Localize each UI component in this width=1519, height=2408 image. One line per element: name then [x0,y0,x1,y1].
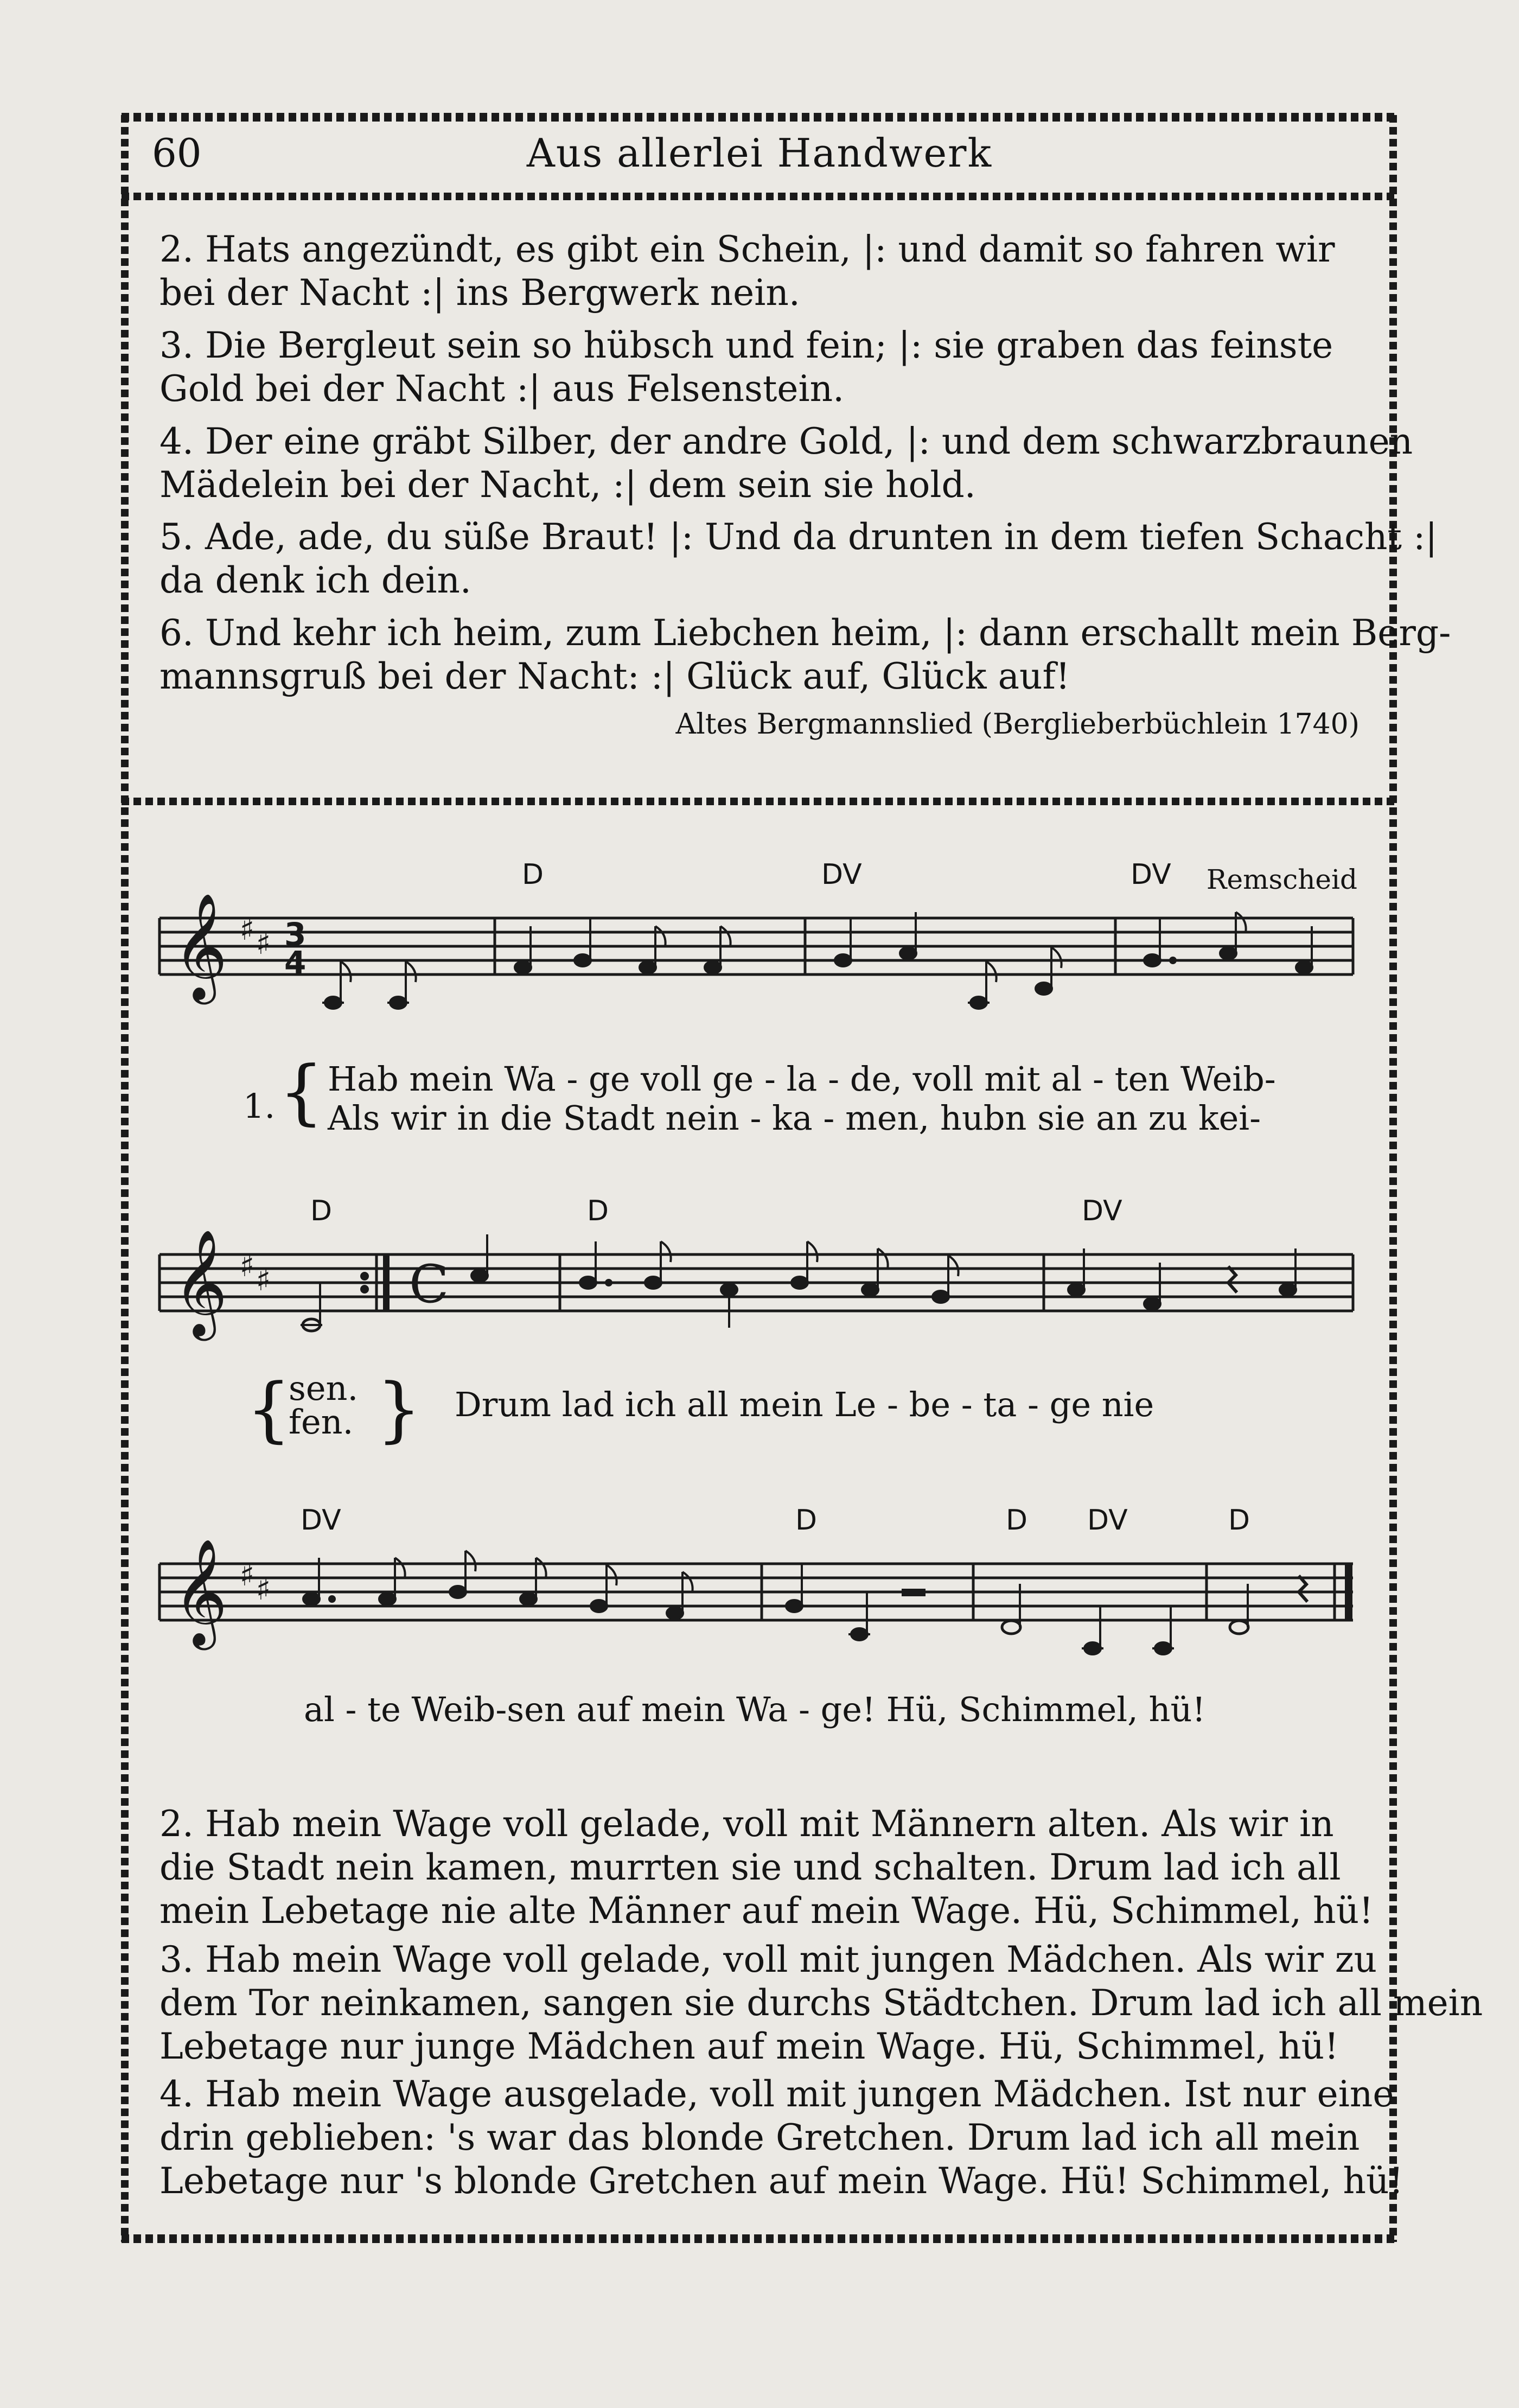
common-time-signature: C [409,1254,449,1315]
lyric-line-end: al - te Weib-sen auf mein Wa - ge! Hü, Schimmel, hü! [304,1690,1206,1729]
stanza-line: bei der Nacht :| ins Bergwerk nein. [159,272,800,314]
svg-text:𝄞: 𝄞 [173,893,228,1000]
svg-text:♯: ♯ [240,1248,255,1284]
stanza-line: da denk ich dein. [159,559,471,601]
lyric-line-verse-1: Hab mein Wa - ge voll ge - la - de, voll mit al - ten Weib- [328,1059,1276,1099]
svg-text:♯: ♯ [256,1572,271,1607]
stanza-line: dem Tor neinkamen, sangen sie durchs Städtchen. Drum lad ich all mein [159,1982,1483,2024]
time-signature-top: 3 [284,916,307,953]
svg-text:♯: ♯ [256,1263,271,1298]
stanza-line: 2. Hab mein Wage voll gelade, voll mit Männern alten. Als wir in [159,1803,1334,1845]
stanza-3 [159,324,1358,411]
stanza-line: drin geblieben: 's war das blonde Gretchen. Drum lad ich all mein [159,2117,1360,2158]
ending-brace-open: { [246,1368,291,1450]
chord-label: DV [821,858,862,891]
stanza-line: 3. Die Bergleut sein so hübsch und fein; |: sie graben das feinste [159,324,1333,366]
verse-brace: { [279,1050,324,1133]
chord-label: D [310,1195,333,1227]
ending-lyric-1: sen. [289,1368,359,1408]
stanza-bottom-2 [159,1802,1374,1933]
running-title: Aus allerlei Handwerk [526,130,993,176]
svg-text:♯: ♯ [256,926,271,961]
lyric-line-verse-1b: Als wir in die Stadt nein - ka - men, hubn sie an zu kei- [328,1098,1261,1138]
stanza-line: 4. Der eine gräbt Silber, der andre Gold, |: und dem schwarzbraunen [159,421,1413,462]
stanza-line: 5. Ade, ade, du süße Braut! |: Und da drunten in dem tiefen Schacht :| [159,516,1438,558]
stanza-line: Lebetage nur junge Mädchen auf mein Wage. Hü, Schimmel, hü! [159,2025,1339,2067]
stanza-5 [159,515,1438,602]
svg-text:𝄞: 𝄞 [173,1538,228,1646]
stanza-4 [159,420,1413,507]
stanza-line: mein Lebetage nie alte Männer auf mein Wage. Hü, Schimmel, hü! [159,1890,1374,1932]
stanza-line: 2. Hats angezündt, es gibt ein Schein, |: und damit so fahren wir [159,228,1335,270]
ending-lyric-2: fen. [289,1402,354,1442]
stanza-line: 4. Hab mein Wage ausgelade, voll mit jungen Mädchen. Ist nur eine [159,2073,1394,2115]
chord-label: D [587,1195,609,1227]
verse-number: 1. [243,1086,276,1126]
time-signature-bottom: 4 [284,944,307,981]
stanza-line: Lebetage nur 's blonde Gretchen auf mein Wage. Hü! Schimmel, hü! [159,2160,1404,2202]
svg-text:♯: ♯ [240,912,255,947]
song-location: Remscheid [1206,864,1357,895]
chord-label: D [522,858,544,891]
chord-label: DV [1087,1504,1128,1537]
page-frame [122,115,1483,2242]
chord-label: DV [301,1504,341,1537]
music-staff-1 [122,893,1397,1059]
stanza-line: mannsgruß bei der Nacht: :| Glück auf, Glück auf! [159,655,1070,697]
chord-label: DV [1131,858,1171,891]
stanza-line: Mädelein bei der Nacht, :| dem sein sie hold. [159,464,976,506]
lyric-line-refrain: Drum lad ich all mein Le - be - ta - ge nie [455,1385,1154,1424]
chord-label: D [1228,1504,1250,1537]
chord-label: D [1006,1504,1028,1537]
music-staff-3 [122,1538,1397,1678]
svg-text:♯: ♯ [240,1558,255,1593]
music-staff-2 [122,1229,1397,1363]
stanza-line: Gold bei der Nacht :| aus Felsenstein. [159,368,845,410]
chord-label: D [795,1504,818,1537]
svg-text:𝄞: 𝄞 [173,1229,228,1336]
stanza-bottom-4 [159,2073,1404,2203]
song-attribution: Altes Bergmannslied (Berglieberbüchlein 1740) [675,708,1360,741]
stanza-6 [159,611,1451,698]
stanza-line: 6. Und kehr ich heim, zum Liebchen heim, |: dann erschallt mein Berg- [159,612,1451,654]
stanza-line: die Stadt nein kamen, murrten sie und schalten. Drum lad ich all [159,1846,1341,1888]
stanza-bottom-3 [159,1938,1483,2068]
stanza-line: 3. Hab mein Wage voll gelade, voll mit jungen Mädchen. Als wir zu [159,1939,1377,1980]
ending-brace-close: } [376,1368,422,1450]
chord-label: DV [1082,1195,1122,1227]
page-header [122,115,1397,196]
page-number: 60 [152,130,202,176]
stanza-2 [159,228,1358,315]
